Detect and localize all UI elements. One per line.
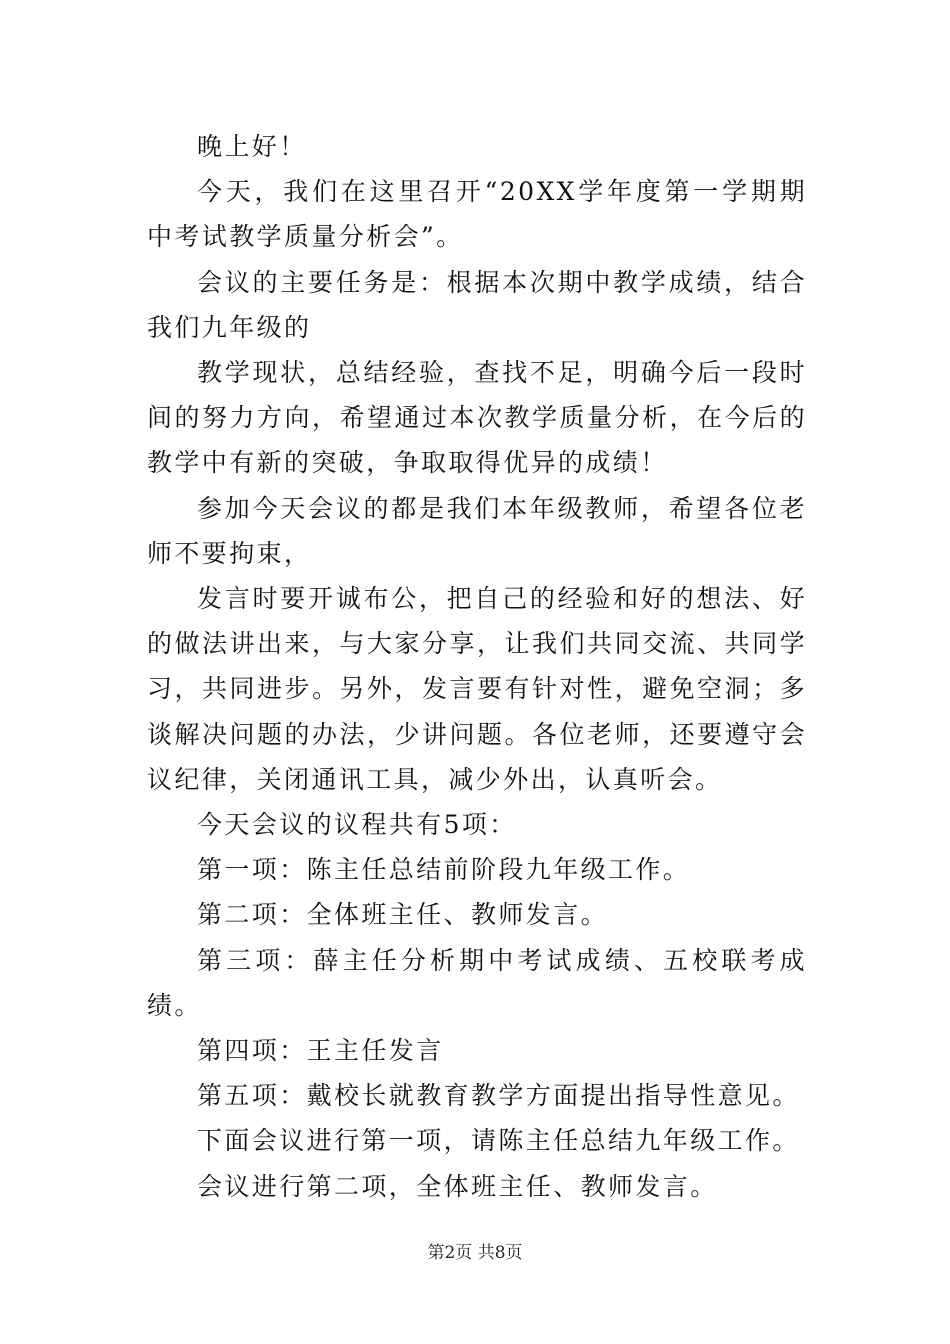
paragraph-speaking-rules: 发言时要开诚布公，把自己的经验和好的想法、好的做法讲出来，与大家分享，让我们共同交流、共同学习，共同进步。另外，发言要有针对性，避免空洞；多谈解决问题的办法，少讲问题。各位老师，还要遵守会议纪律，关闭通讯工具，减少外出，认真听会。 xyxy=(147,584,807,794)
paragraph-main-task: 会议的主要任务是：根据本次期中教学成绩，结合我们九年级的 xyxy=(147,267,807,342)
agenda-item-4: 第四项：王主任发言 xyxy=(197,1036,444,1066)
paragraph-second-item-start: 会议进行第二项，全体班主任、教师发言。 xyxy=(197,1171,718,1201)
document-body xyxy=(147,124,807,1209)
agenda-item-1: 第一项：陈主任总结前阶段九年级工作。 xyxy=(197,855,691,885)
paragraph-agenda-intro: 今天会议的议程共有5项： xyxy=(197,810,517,840)
page-number-footer: 第2页 共8页 xyxy=(427,1243,523,1263)
paragraph-attendees: 参加今天会议的都是我们本年级教师，希望各位老师不要拘束， xyxy=(147,493,807,568)
agenda-item-3: 第三项：薛主任分析期中考试成绩、五校联考成绩。 xyxy=(147,945,807,1020)
paragraph-meeting-intro: 今天，我们在这里召开“20XX学年度第一学期期中考试教学质量分析会”。 xyxy=(147,177,807,252)
paragraph-first-item-start: 下面会议进行第一项，请陈主任总结九年级工作。 xyxy=(197,1126,800,1156)
paragraph-greeting: 晚上好！ xyxy=(197,132,307,161)
paragraph-teaching-status: 教学现状，总结经验，查找不足，明确今后一段时间的努力方向，希望通过本次教学质量分析，在今后的教学中有新的突破，争取取得优异的成绩！ xyxy=(147,358,807,478)
agenda-item-5: 第五项：戴校长就教育教学方面提出指导性意见。 xyxy=(197,1081,800,1111)
agenda-item-2: 第二项：全体班主任、教师发言。 xyxy=(197,900,609,930)
